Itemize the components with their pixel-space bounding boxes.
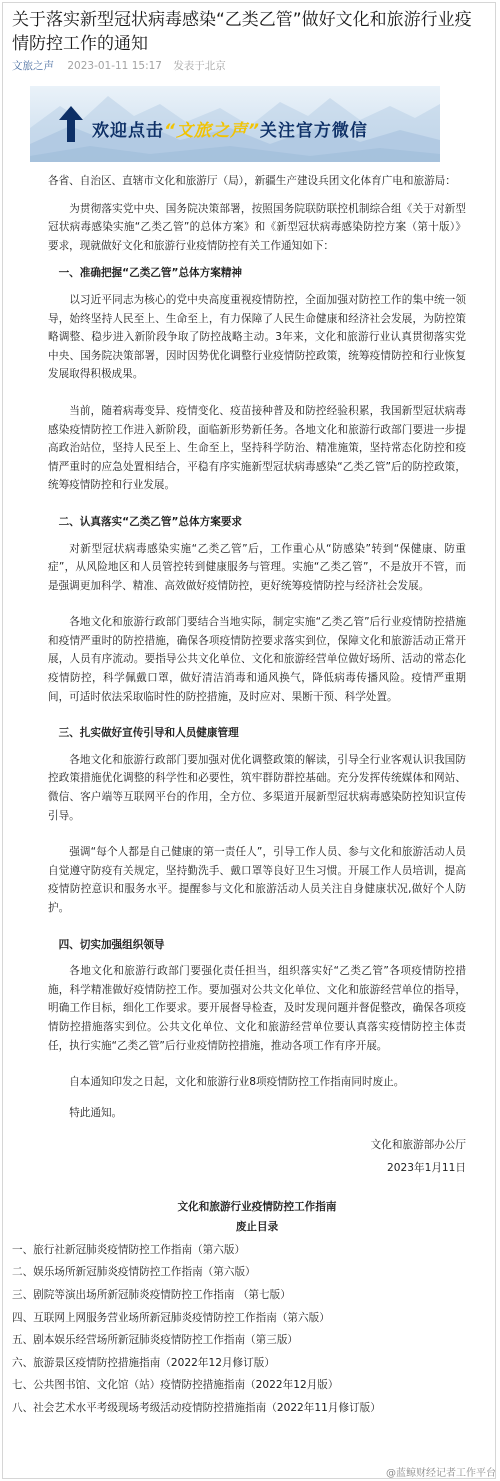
appendix-subtitle: 废止目录 — [235, 1221, 279, 1234]
publish-datetime: 2023-01-11 15:17 — [67, 60, 162, 72]
list-item: 七、公共图书馆、文化馆（站）疫情防控措施指南（2022年12月版） — [12, 1379, 339, 1392]
appendix-list — [12, 1241, 472, 1418]
paragraph-3b: 强调“每个人都是自己健康的第一责任人”，引导工作人员、参与文化和旅游活动人员自觉遵守防疫有关规定，坚持勤洗手、戴口罩等良好卫生习惯。开展工作人员培训，提高疫情防控意识和服务水平。提醒参与文化和旅游活动人员关注自身健康状况,做好个人防护。 — [48, 846, 466, 914]
list-item: 三、剧院等演出场所新冠肺炎疫情防控工作指南 （第七版） — [12, 1288, 291, 1301]
up-arrow-icon — [58, 104, 84, 144]
signature-date: 2023年1月11日 — [387, 1161, 466, 1174]
account-name-link[interactable]: 文旅之声 — [12, 60, 54, 72]
article-title: 关于落实新型冠状病毒感染“乙类乙管”做好文化和旅游行业疫情防控工作的通知 — [12, 10, 472, 54]
paragraph-4a: 各地文化和旅游行政部门要强化责任担当，组织落实好“乙类乙管”各项疫情防控措施，科学精准做好疫情防控工作。要加强对公共文化单位、文化和旅游经营单位的指导，明确工作目标，细化工作要求。要开展督导检查，及时发现问题并督促整改，确保各项疫情防控措施落实到位。公共文化单位、文化和旅游经营单位要认真落实疫情防控主体责任，执行实施“乙类乙管”后行业疫情防控措施，推动各项工作有序开展。 — [48, 965, 466, 1052]
list-item: 四、互联网上网服务营业场所新冠肺炎疫情防控工作指南（第六版） — [12, 1311, 330, 1324]
closing-line: 特此通知。 — [69, 1106, 123, 1119]
paragraph-2b: 各地文化和旅游行政部门要结合当地实际，制定实施“乙类乙管”后行业疫情防控措施和疫情严重时的防控措施，确保各项疫情防控要求落实到位，保障文化和旅游活动正常开展，人员有序流动。要指导公共文化单位、文化和旅游经营单位做好场所、活动的常态化疫情防控，科学佩戴口罩，做好清洁消毒和通风换气，降低病毒传播风险。疫情严重期间，可适时依法采取临时性的防控措施，及时应对、果断干预、科学处置。 — [48, 616, 466, 703]
watermark: @蓝鲸财经记者工作平台 — [386, 1468, 496, 1479]
list-item: 五、剧本娱乐经营场所新冠肺炎疫情防控工作指南（第三版） — [12, 1334, 299, 1347]
signature-org: 文化和旅游部办公厅 — [370, 1139, 466, 1152]
article-meta — [12, 58, 226, 73]
appendix-title: 文化和旅游行业疫情防控工作指南 — [177, 1200, 337, 1213]
paragraph-1a: 以习近平同志为核心的党中央高度重视疫情防控，全面加强对防控工作的集中统一领导，始终坚持人民至上、生命至上，有力保障了人民生命健康和经济社会发展，为防控策略调整、稳步进入新阶段争取了防控战略主动。3年来，文化和旅游行业认真贯彻落实党中央、国务院决策部署，因时因势优化调整行业疫情防控政策，统筹疫情防控和行业恢复发展取得积极成果。 — [48, 293, 466, 381]
section-heading-1: 一、准确把握“乙类乙管”总体方案精神 — [58, 267, 243, 280]
list-item: 八、社会艺术水平考级现场考级活动疫情防控措施指南（2022年11月修订版） — [12, 1401, 381, 1414]
section-heading-2: 二、认真落实“乙类乙管”总体方案要求 — [58, 515, 243, 528]
list-item: 六、旅游景区疫情防控措施指南（2022年12月修订版） — [12, 1356, 275, 1369]
paragraph-2a: 对新型冠状病毒感染实施“乙类乙管”后，工作重心从“防感染”转到“保健康、防重症”，从风险地区和人员管控转到健康服务与管理。实施“乙类乙管”，不是放开不管，而是强调更加科学、精准、高效做好疫情防控，更好统筹疫情防控与经济社会发展。 — [48, 542, 466, 592]
paragraph-1b: 当前，随着病毒变异、疫情变化、疫苗接种普及和防控经验积累，我国新型冠状病毒感染疫情防控工作进入新阶段，面临新形势新任务。各地文化和旅游行政部门要进一步提高政治站位，坚持人民至上、生命至上，坚持科学防治、精准施策，坚持常态化防控和疫情严重时的应急处置相结合，平稳有序实施新型冠状病毒感染“乙类乙管”后的防控政策，统筹疫情防控和行业发展。 — [48, 404, 466, 492]
list-item: 二、娱乐场所新冠肺炎疫情防控工作指南（第六版） — [12, 1266, 256, 1279]
list-item: 一、旅行社新冠肺炎疫情防控工作指南（第六版） — [12, 1243, 246, 1256]
article-body — [12, 172, 466, 1417]
recipients: 各省、自治区、直辖市文化和旅游厅（局），新疆生产建设兵团文化体育广电和旅游局： — [48, 175, 456, 187]
follow-banner[interactable] — [30, 86, 440, 162]
publish-location: 发表于北京 — [173, 60, 226, 72]
banner-text: 欢迎点击“文旅之声”关注官方微信 — [92, 121, 368, 141]
paragraph-4b: 自本通知印发之日起，文化和旅游行业8项疫情防控工作指南同时废止。 — [69, 1076, 405, 1089]
section-heading-3: 三、扎实做好宣传引导和人员健康管理 — [58, 727, 239, 740]
section-heading-4: 四、切实加强组织领导 — [58, 938, 165, 951]
intro-paragraph: 为贯彻落实党中央、国务院决策部署，按照国务院联防联控机制综合组《关于对新型冠状病毒感染实施“乙类乙管”的总体方案》和《新型冠状病毒感染防控方案（第十版）》要求，现就做好文化和旅游行业疫情防控有关工作通知如下： — [48, 202, 466, 252]
paragraph-3a: 各地文化和旅游行政部门要加强对优化调整政策的解读，引导全行业客观认识我国防控政策措施优化调整的科学性和必要性，筑牢群防群控基础。充分发挥传统媒体和网站、微信、客户端等互联网平台的作用，全方位、多渠道开展新型冠状病毒感染防控知识宣传引导。 — [48, 753, 466, 822]
